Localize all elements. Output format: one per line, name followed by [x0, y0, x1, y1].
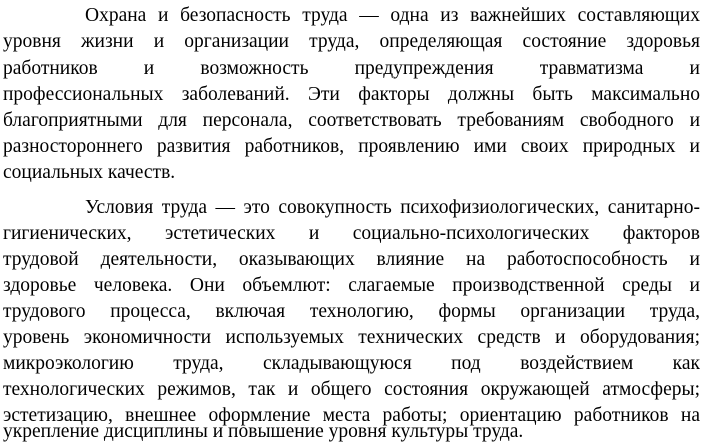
paragraph-line: социальных качеств.: [3, 162, 176, 183]
paragraph-line: трудового процесса, включая технологию, формы организации труда,: [3, 301, 700, 322]
paragraph-line: Охрана и безопасность труда — одна из важнейших составляющих: [85, 5, 700, 26]
paragraph-line: микроэкологию труда, складывающуюся под воздействием как: [3, 353, 700, 374]
paragraph-line: уровень экономичности используемых технических средств и оборудования;: [3, 327, 700, 348]
paragraph-line: трудовой деятельности, оказывающих влияние на работоспособность и: [3, 249, 700, 270]
paragraph-line: разностороннего развития работников, проявлению ими своих природных и: [3, 136, 700, 157]
paragraph-line: здоровье человека. Они объемлют: слагаемые производственной среды и: [3, 275, 700, 296]
paragraph-line: работников и возможность предупреждения травматизма и: [3, 58, 700, 79]
paragraph-line: профессиональных заболеваний. Эти факторы должны быть максимально: [3, 84, 700, 105]
paragraph-line: укрепление дисциплины и повышение уровня культуры труда.: [3, 421, 524, 442]
paragraph-line: технологических режимов, так и общего состояния окружающей атмосферы;: [3, 379, 700, 400]
paragraph-line: уровня жизни и организации труда, определяющая состояние здоровья: [3, 31, 700, 52]
paragraph-line: эстетизацию, внешнее оформление места работы; ориентацию работников на: [3, 405, 700, 426]
paragraph-line: Условия труда — это совокупность психофизиологических, санитарно-: [85, 197, 700, 218]
paragraph-line: гигиенических, эстетических и социально-психологических факторов: [3, 223, 700, 244]
paragraph-line: благоприятными для персонала, соответствовать требованиям свободного и: [3, 110, 700, 131]
